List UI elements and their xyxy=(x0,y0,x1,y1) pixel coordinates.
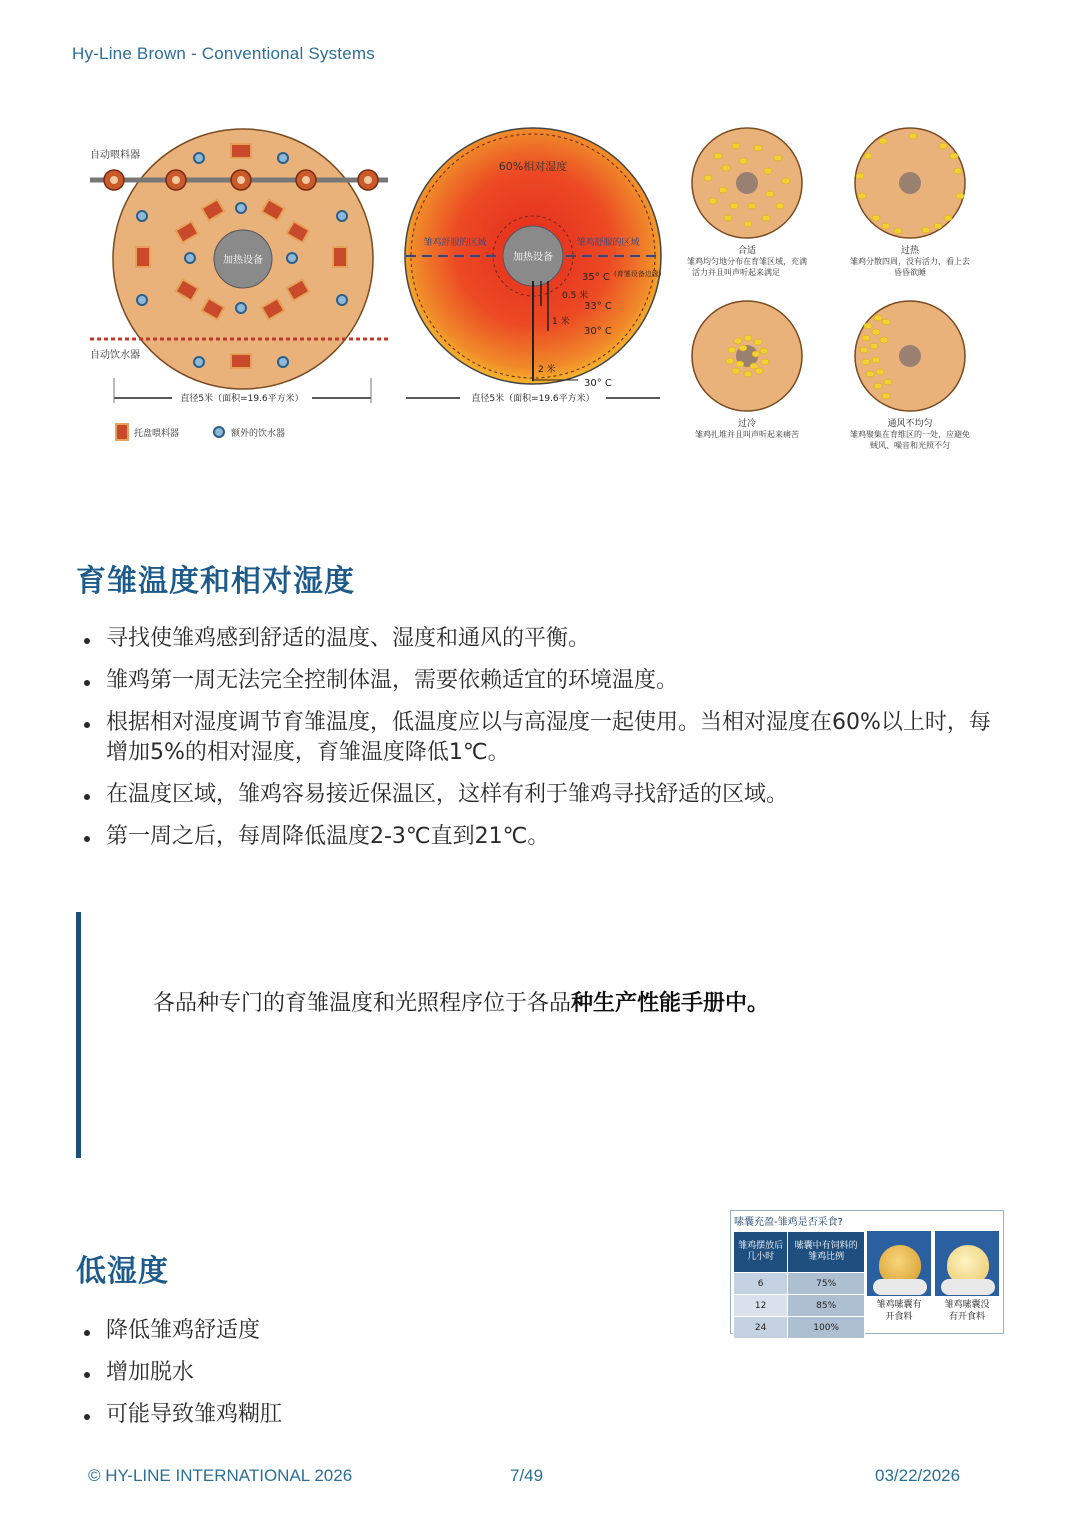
chick-distribution-figure xyxy=(668,126,998,456)
legend-drinker-label: 额外的饮水器 xyxy=(231,429,286,439)
temp-33: 33° C xyxy=(584,301,612,312)
diameter-label: 直径5米（面积=19.6平方米） xyxy=(180,394,304,404)
callout-bold-text: 种生产性能手册中。 xyxy=(571,991,770,1016)
panel-too-hot-desc: 昏昏欲睡 xyxy=(894,268,926,277)
distance-05: 0.5 米 xyxy=(562,291,589,301)
edge-note: (育雏设备边缘) xyxy=(614,270,662,278)
panel-too-cold-title: 过冷 xyxy=(737,419,757,429)
panel-too-hot-desc: 雏鸡分散四周，没有活力，看上去 xyxy=(850,257,970,266)
crop-col-hours: 雏鸡摆放后几小时 xyxy=(734,1232,788,1273)
list-item: 雏鸡第一周无法完全控制体温，需要依赖适宜的环境温度。 xyxy=(76,666,996,696)
panel-optimal xyxy=(687,128,807,277)
callout-note xyxy=(76,912,1021,1158)
brooder-layout-figure xyxy=(86,128,396,450)
feeder-label: 自动喂料器 xyxy=(90,150,140,161)
chick-photo-full-crop: 雏鸡嗉囊有 开食料 xyxy=(867,1231,931,1329)
panel-optimal-desc: 活力并且叫声听起来满足 xyxy=(692,268,780,277)
list-item: 第一周之后，每周降低温度2-3℃直到21℃。 xyxy=(76,822,996,852)
panel-draft xyxy=(850,301,970,450)
crop-fill-table xyxy=(733,1231,865,1339)
document-header-title: Hy-Line Brown - Conventional Systems xyxy=(72,44,375,63)
footer-date: 03/22/2026 xyxy=(875,1466,961,1485)
panel-too-hot-title: 过热 xyxy=(900,246,920,256)
temperature-zone-figure xyxy=(402,126,664,408)
list-item: 增加脱水 xyxy=(76,1358,676,1388)
footer-copyright: © HY-LINE INTERNATIONAL 2026 xyxy=(88,1466,353,1485)
distance-1: 1 米 xyxy=(552,317,570,327)
temp-35: 35° C xyxy=(582,272,610,283)
heater-label: 加热设备 xyxy=(223,255,263,266)
crop-fill-title: 嗉囊充盈-雏鸡是否采食? xyxy=(734,1217,843,1228)
panel-draft-desc: 雏鸡聚集在育维区的一处，应避免 xyxy=(850,430,970,439)
temp-30-b: 30° C xyxy=(584,378,612,389)
crop-col-percent: 嗉囊中有饲料的雏鸡比例 xyxy=(788,1232,865,1273)
list-item: 降低雏鸡舒适度 xyxy=(76,1316,676,1346)
chick-photo-empty-crop: 雏鸡嗉囊没 有开食料 xyxy=(935,1231,999,1329)
section-title-low-humidity: 低湿度 xyxy=(76,1254,169,1289)
list-item: 根据相对湿度调节育雏温度，低温度应以与高湿度一起使用。当相对湿度在60%以上时，每增加5%的相对湿度，育雏温度降低1℃。 xyxy=(76,708,996,768)
footer-page-number: 7/49 xyxy=(510,1466,544,1485)
legend-tray-label: 托盘喂料器 xyxy=(134,429,180,439)
table-row: 6 75% xyxy=(734,1273,865,1295)
low-humidity-bullet-list xyxy=(76,1316,676,1442)
diameter-label: 直径5米（面积=19.6平方米） xyxy=(471,394,595,404)
comfort-zone-left-label: 雏鸡舒服的区域 xyxy=(423,238,487,248)
panel-too-hot xyxy=(850,128,970,277)
crop-fill-figure xyxy=(730,1210,1004,1334)
list-item: 在温度区域，雏鸡容易接近保温区，这样有利于雏鸡寻找舒适的区域。 xyxy=(76,780,996,810)
panel-too-cold-desc: 雏鸡扎堆并且叫声听起来痛苦 xyxy=(695,430,799,439)
drinker-label: 自动饮水器 xyxy=(90,350,140,361)
legend-drinker-swatch xyxy=(214,427,224,437)
humidity-label: 60%相对湿度 xyxy=(498,160,568,173)
panel-optimal-title: 合适 xyxy=(737,246,757,256)
temp-30-a: 30° C xyxy=(584,326,612,337)
panel-draft-title: 通风不均匀 xyxy=(887,419,933,429)
table-row: 24 100% xyxy=(734,1317,865,1339)
temperature-bullet-list xyxy=(76,624,996,864)
callout-text: 各品种专门的育雏温度和光照程序位于各品种生产性能手册中。 xyxy=(153,991,770,1016)
comfort-zone-right-label: 雏鸡舒服的区域 xyxy=(576,238,640,248)
panel-draft-desc: 贼风、噪音和光照不匀 xyxy=(870,441,950,450)
section-title-temperature-humidity: 育雏温度和相对湿度 xyxy=(76,564,355,599)
panel-too-cold xyxy=(692,301,802,439)
distance-2: 2 米 xyxy=(538,365,556,375)
heater-label: 加热设备 xyxy=(513,252,553,263)
table-row: 12 85% xyxy=(734,1295,865,1317)
list-item: 可能导致雏鸡糊肛 xyxy=(76,1400,676,1430)
panel-optimal-desc: 雏鸡均匀地分布在育雏区域，充满 xyxy=(687,257,807,266)
list-item: 寻找使雏鸡感到舒适的温度、湿度和通风的平衡。 xyxy=(76,624,996,654)
legend-tray-swatch xyxy=(116,424,128,440)
